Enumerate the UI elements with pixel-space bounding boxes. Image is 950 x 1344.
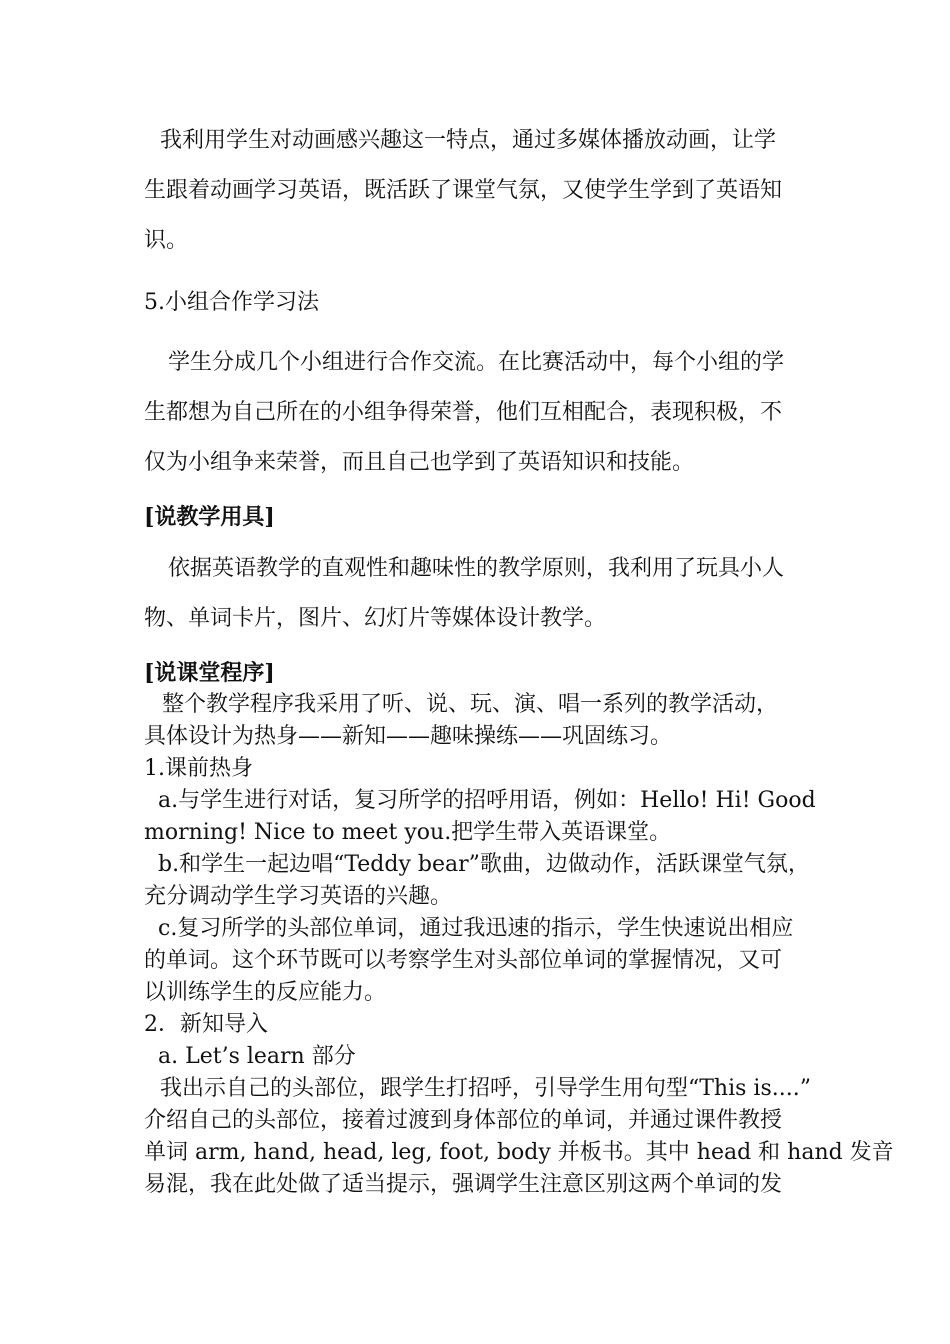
list-item: b.和学生一起边唱“Teddy bear”歌曲，边做动作，活跃课堂气氛，: [158, 852, 810, 877]
text-line: 充分调动学生学习英语的兴趣。: [144, 884, 453, 909]
text-line: 仅为小组争来荣誉，而且自己也学到了英语知识和技能。: [144, 450, 695, 475]
list-item: c.复习所学的头部位单词，通过我迅速的指示，学生快速说出相应: [158, 916, 794, 941]
text-line: 我出示自己的头部位，跟学生打招呼，引导学生用句型“This is....”: [160, 1076, 811, 1101]
section-heading: [说教学用具]: [144, 504, 275, 530]
text-line: 识。: [144, 228, 189, 253]
text-line: 物、单词卡片，图片、幻灯片等媒体设计教学。: [144, 606, 607, 631]
text-line: 生跟着动画学习英语，既活跃了课堂气氛，又使学生学到了英语知: [144, 178, 783, 203]
text-line: 以训练学生的反应能力。: [144, 980, 387, 1005]
list-item: a. Let’s learn 部分: [158, 1044, 356, 1069]
text-line: 整个教学程序我采用了听、说、玩、演、唱一系列的教学活动，: [162, 692, 779, 717]
text-line: 的单词。这个环节既可以考察学生对头部位单词的掌握情况，又可: [144, 948, 783, 973]
text-line: 学生分成几个小组进行合作交流。在比赛活动中，每个小组的学: [168, 350, 785, 375]
section-subheading: 5.小组合作学习法: [144, 290, 319, 315]
text-line: 我利用学生对动画感兴趣这一特点，通过多媒体播放动画，让学: [160, 128, 777, 153]
list-heading: 2．新知导入: [144, 1012, 268, 1037]
text-line: 单词 arm, hand, head, leg, foot, body 并板书。其中 head 和 hand 发音: [144, 1140, 894, 1165]
text-line: 介绍自己的头部位，接着过渡到身体部位的单词，并通过课件教授: [144, 1108, 783, 1133]
text-line: 易混，我在此处做了适当提示，强调学生注意区别这两个单词的发: [144, 1172, 783, 1197]
text-line: 具体设计为热身——新知——趣味操练——巩固练习。: [144, 724, 673, 749]
text-line: 生都想为自己所在的小组争得荣誉，他们互相配合，表现积极，不: [144, 400, 783, 425]
section-heading: [说课堂程序]: [144, 660, 275, 686]
list-item: a.与学生进行对话，复习所学的招呼用语，例如：Hello! Hi! Good: [158, 788, 816, 813]
text-line: 依据英语教学的直观性和趣味性的教学原则，我利用了玩具小人: [168, 556, 785, 581]
list-heading: 1.课前热身: [144, 756, 253, 781]
text-line: morning! Nice to meet you.把学生带入英语课堂。: [144, 820, 672, 845]
